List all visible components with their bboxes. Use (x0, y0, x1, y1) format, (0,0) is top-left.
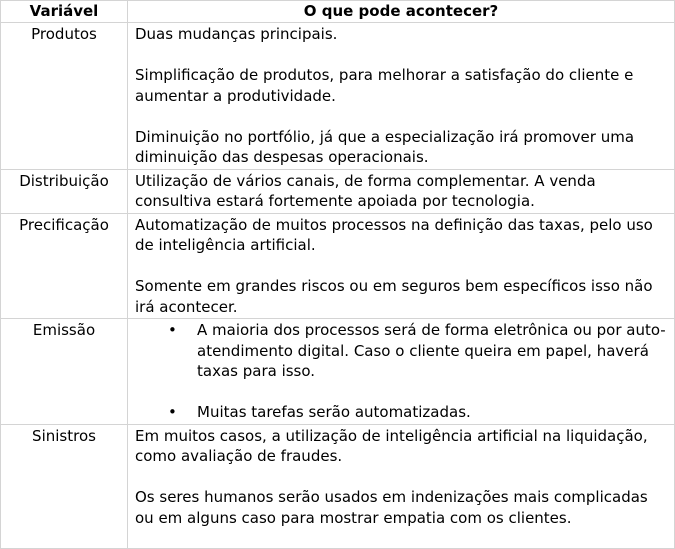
table-row (1, 23, 675, 170)
paragraph: Somente em grandes riscos ou em seguros bem específicos isso não irá acontecer. (135, 277, 653, 316)
list-item-text: Muitas tarefas serão automatizadas. (197, 403, 471, 421)
row-description (128, 319, 675, 425)
paragraph: Os seres humanos serão usados em indenizações mais complicadas ou em alguns caso para mostrar empatia com os clientes. (135, 488, 648, 527)
paragraph: Simplificação de produtos, para melhorar a satisfação do cliente e aumentar a produtividade. (135, 66, 634, 105)
row-description (128, 424, 675, 548)
table-row (1, 213, 675, 319)
row-description (128, 213, 675, 319)
row-description (128, 169, 675, 213)
header-row (1, 1, 675, 23)
row-variable-precificacao: Precificação (1, 213, 128, 319)
header-variable: Variável (1, 1, 128, 23)
paragraph: Diminuição no portfólio, já que a especialização irá promover uma diminuição das despesas operacionais. (135, 127, 635, 166)
paragraph: Utilização de vários canais, de forma complementar. A venda consultiva estará fortemente apoiada por tecnologia. (135, 171, 596, 210)
row-variable-produtos: Produtos (1, 23, 128, 170)
list-item (135, 320, 668, 382)
list-item (135, 402, 668, 423)
row-variable-distribuicao: Distribuição (1, 169, 128, 213)
bullet-icon: • (168, 321, 177, 339)
paragraph: Automatização de muitos processos na definição das taxas, pelo uso de inteligência artificial. (135, 215, 653, 254)
row-variable-sinistros: Sinistros (1, 424, 128, 548)
row-variable-emissao: Emissão (1, 319, 128, 425)
bullet-icon: • (168, 403, 177, 421)
list-item-text: A maioria dos processos será de forma eletrônica ou por auto-atendimento digital. Caso o cliente queira em papel, haverá taxas para isso. (197, 321, 666, 380)
header-what-can-happen: O que pode acontecer? (128, 1, 675, 23)
bullet-list (135, 320, 668, 423)
table-row (1, 319, 675, 425)
table-row (1, 169, 675, 213)
table-row (1, 424, 675, 548)
paragraph: Em muitos casos, a utilização de inteligência artificial na liquidação, como avaliação de fraudes. (135, 426, 648, 465)
paragraph: Duas mudanças principais. (135, 25, 338, 43)
row-description (128, 23, 675, 170)
